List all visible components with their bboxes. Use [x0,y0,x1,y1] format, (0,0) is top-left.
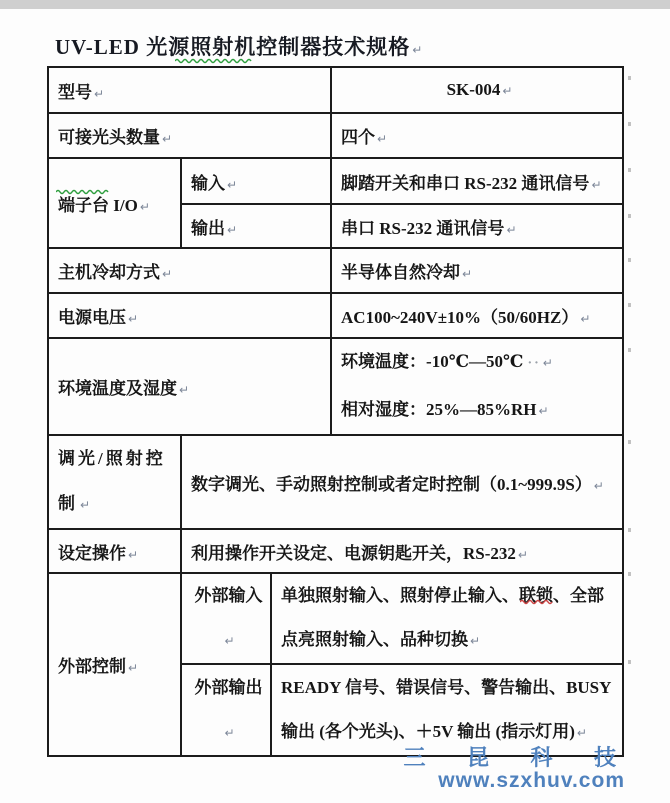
paragraph-mark: ↵ [593,478,604,493]
cell-external-input-value [271,573,623,664]
row-end-mark [628,76,631,80]
cell-text: 脚踏开关和串口 RS-232 通讯信号 [341,173,590,193]
row-end-mark [628,660,631,664]
paragraph-mark: ↵ [502,84,513,98]
cell-text: 型号 [58,82,92,102]
paragraph-mark: ↵ [462,267,473,281]
row-end-mark [628,168,631,172]
paragraph-mark: ↵ [162,132,173,146]
cell-io-label [48,158,181,248]
cell-text: 输入 [191,173,225,193]
cell-text: AC100~240V±10%（50/60HZ） [341,308,579,327]
cell-text: 利用操作开关设定、电源钥匙开关，RS-232 [191,543,516,563]
cell-text: 设定操作 [58,543,126,563]
cell-text: 调光/照射控制 [58,449,166,513]
paragraph-mark: ↵ [162,267,173,281]
cell-text: 环境温度：-10℃—50℃ [341,352,524,371]
row-end-mark [628,258,631,262]
spellcheck-squiggle-green-title [175,58,255,64]
paragraph-mark: ↵ [538,404,549,418]
paragraph-mark: ↵ [591,177,602,192]
cell-text: 端子台 I/O [58,195,138,215]
paragraph-mark: ↵ [470,634,481,648]
cell-text: 半导体自然冷却 [341,263,461,282]
page-title [55,31,423,61]
paragraph-mark: ↵ [128,312,139,326]
cell-io-output-label [181,204,331,248]
cell-dimming-value [181,435,623,529]
page-title-text: UV-LED 光源照射机控制器技术规格 [55,35,411,59]
cell-text: SK-004 [446,80,501,99]
row-end-mark [628,528,631,532]
scan-edge-strip [0,0,670,9]
row-end-mark [628,303,631,307]
row-heads [48,113,623,158]
cell-text: 环境温度及湿度 [58,379,177,398]
paragraph-mark: ↵ [227,222,238,237]
paragraph-mark: ↵ [227,177,238,192]
cell-io-output-value [331,204,623,248]
cell-model-label [48,67,331,113]
row-environment [48,338,623,435]
row-end-mark [628,348,631,352]
row-end-mark [628,214,631,218]
cell-text: 外部输出 [194,677,263,697]
paragraph-mark: ↵ [580,312,591,326]
watermark-url: www.szxhuv.com [438,769,625,792]
cell-environment-label [48,338,331,435]
cell-setting-label [48,529,181,573]
watermark [225,746,625,792]
cell-text: 外部控制 [58,657,126,676]
paragraph-mark: ↵ [377,132,388,146]
row-power [48,293,623,338]
row-dimming [48,435,623,529]
cell-heads-value [331,113,623,158]
row-setting [48,529,623,573]
paragraph-mark: ↵ [179,383,190,397]
watermark-company: 三 昆 科 技 [403,745,625,770]
cell-cooling-value [331,248,623,293]
cell-dimming-label [48,435,181,529]
paragraph-mark: ↵ [139,199,150,214]
row-io-input [48,158,623,204]
cell-power-label [48,293,331,338]
cell-power-value [331,293,623,338]
row-end-mark [628,122,631,126]
cell-text: 数字调光、手动照射控制或者定时控制（0.1~999.9S） [191,474,592,494]
cell-text: 可接光头数量 [58,128,160,147]
paragraph-mark: ↵ [517,547,528,562]
cell-cooling-label [48,248,331,293]
cell-setting-value [181,529,623,573]
cell-external-output-value [271,664,623,756]
paragraph-mark: ↵ [224,725,235,740]
paragraph-mark: ↵ [542,356,553,370]
paragraph-mark: ↵ [94,86,105,101]
row-model [48,67,623,113]
space-marks: ·· [527,356,541,371]
row-end-mark [628,440,631,444]
cell-heads-label [48,113,331,158]
cell-external-output-label [181,664,271,756]
cell-text: 单独照射输入、照射停止输入、联锁、全部点亮照射输入、品种切换 [281,586,604,649]
cell-io-input-value [331,158,623,204]
row-cooling [48,248,623,293]
spellcheck-squiggle-green-io [56,189,112,195]
environment-humidity-line [341,387,618,434]
cell-text: 相对湿度：25%—85%RH [341,400,537,419]
environment-temp-line [341,339,618,387]
paragraph-mark: ↵ [128,547,139,562]
paragraph-mark: ↵ [412,43,424,57]
cell-external-input-label [181,573,271,664]
cell-text: READY 信号、错误信号、警告输出、BUSY 输出 (各个光头)、＋5V 输出 (指示灯用) [281,677,611,741]
paragraph-mark: ↵ [224,634,235,648]
paragraph-mark: ↵ [128,661,139,675]
spellcheck-squiggle-red-interlock [520,599,556,605]
paragraph-mark: ↵ [576,725,587,740]
row-end-mark [628,572,631,576]
row-external-input [48,573,623,664]
cell-text: 输出 [191,218,225,238]
paragraph-mark: ↵ [80,498,94,512]
cell-external-label [48,573,181,756]
cell-io-input-label [181,158,331,204]
cell-environment-value [331,338,623,435]
cell-text: 电源电压 [58,308,126,327]
cell-text: 外部输入 [194,586,263,605]
cell-text: 主机冷却方式 [58,263,160,282]
paragraph-mark: ↵ [506,222,517,237]
cell-text: 四个 [341,128,376,147]
spec-table [47,66,624,757]
cell-text: 串口 RS-232 通讯信号 [341,218,505,238]
cell-model-value [331,67,623,113]
